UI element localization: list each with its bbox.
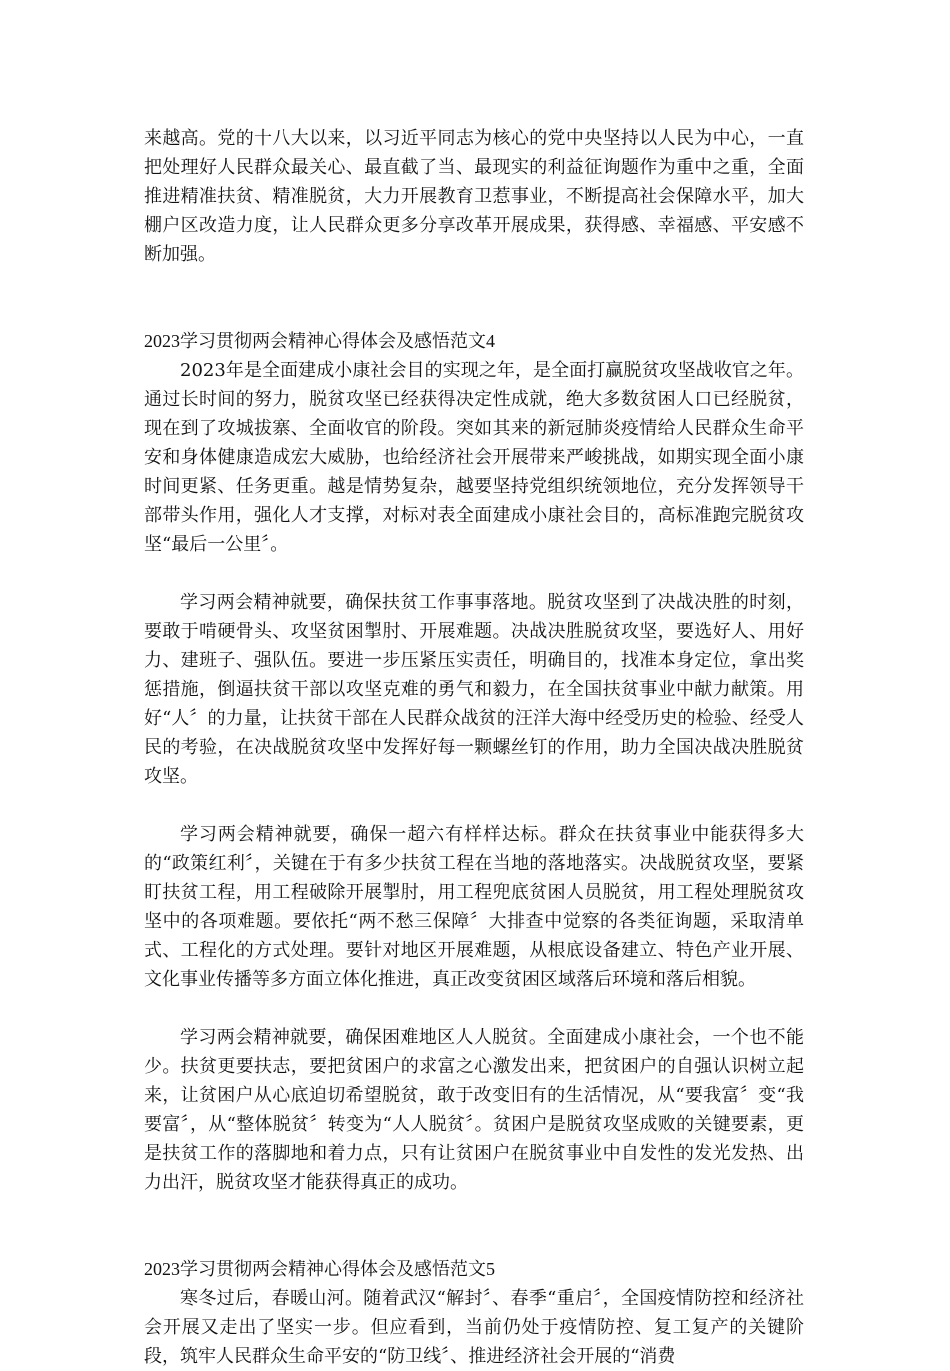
paragraph-spacer <box>144 559 804 588</box>
section-4-paragraph-3: 学习两会精神就要，确保一超六有样样达标。群众在扶贫事业中能获得多大的“政策红利〞，关键在于有多少扶贫工程在当地的落地落实。决战脱贫攻坚，要紧盯扶贫工程，用工程破除开展掣肘，用工程兜底贫困人员脱贫，用工程处理脱贫攻坚中的各项难题。要依托“两不愁三保障〞大排查中觉察的各类征询题，采取清单式、工程化的方式处理。要针对地区开展难题，从根底设备建立、特色产业开展、文化事业传播等多方面立体化推进，真正改变贫困区域落后环境和落后相貌。 <box>144 824 804 990</box>
intro-paragraph: 来越高。党的十八大以来，以习近平同志为核心的党中央坚持以人民为中心，一直把处理好人民群众最关心、最直截了当、最现实的利益征询题作为重中之重，全面推进精准扶贫、精准脱贫，大力开展教育卫惹事业，不断提高社会保障水平，加大棚户区改造力度，让人民群众更多分享改革开展成果，获得感、幸福感、平安感不断加强。 <box>144 128 804 265</box>
section-4-paragraph-1: 2023年是全面建成小康社会目的实现之年，是全面打赢脱贫攻坚战收官之年。通过长时间的努力，脱贫攻坚已经获得决定性成就，绝大多数贫困人口已经脱贫，现在到了攻城拔寨、全面收官的阶段。突如其来的新冠肺炎疫情给人民群众生命平安和身体健康造成宏大威胁，也给经济社会开展带来严峻挑战，如期实现全面小康时间更紧、任务更重。越是情势复杂，越要坚持党组织统领地位，充分发挥领导干部带头作用，强化人才支撑，对标对表全面建成小康社会目的，高标准跑完脱贫攻坚“最后一公里〞。 <box>144 360 804 555</box>
paragraph-spacer <box>144 994 804 1023</box>
section-5-paragraph-1: 寒冬过后，春暖山河。随着武汉“解封〞、春季“重启〞，全国疫情防控和经济社会开展又走出了坚实一步。但应看到，当前仍处于疫情防控、复工复产的关键阶段，筑牢人民群众生命平安的“防卫线〞、推进经济社会开展的“消费 <box>144 1288 804 1367</box>
document-page <box>144 124 804 1371</box>
section-4-paragraph-4: 学习两会精神就要，确保困难地区人人脱贫。全面建成小康社会，一个也不能少。扶贫更要扶志，要把贫困户的求富之心激发出来，把贫困户的自强认识树立起来，让贫困户从心底迫切希望脱贫，敢于改变旧有的生活情况，从“要我富〞变“我要富〞，从“整体脱贫〞转变为“人人脱贫〞。贫困户是脱贫攻坚成败的关键要素，更是扶贫工作的落脚地和着力点，只有让贫困户在脱贫事业中自发性的发光发热、出力出汗，脱贫攻坚才能获得真正的成功。 <box>144 1027 804 1193</box>
section-spacer <box>144 269 804 327</box>
section-4-heading: 2023学习贯彻两会精神心得体会及感悟范文4 <box>144 331 495 351</box>
section-5-heading: 2023学习贯彻两会精神心得体会及感悟范文5 <box>144 1259 495 1279</box>
section-spacer <box>144 1197 804 1255</box>
paragraph-spacer <box>144 791 804 820</box>
section-4-paragraph-2: 学习两会精神就要，确保扶贫工作事事落地。脱贫攻坚到了决战决胜的时刻，要敢于啃硬骨头、攻坚贫困掣肘、开展难题。决战决胜脱贫攻坚，要选好人、用好力、建班子、强队伍。要进一步压紧压实责任，明确目的，找准本身定位，拿出奖惩措施，倒逼扶贫干部以攻坚克难的勇气和毅力，在全国扶贫事业中献力献策。用好“人〞的力量，让扶贫干部在人民群众战贫的汪洋大海中经受历史的检验、经受人民的考验，在决战脱贫攻坚中发挥好每一颗螺丝钉的作用，助力全国决战决胜脱贫攻坚。 <box>144 592 804 787</box>
